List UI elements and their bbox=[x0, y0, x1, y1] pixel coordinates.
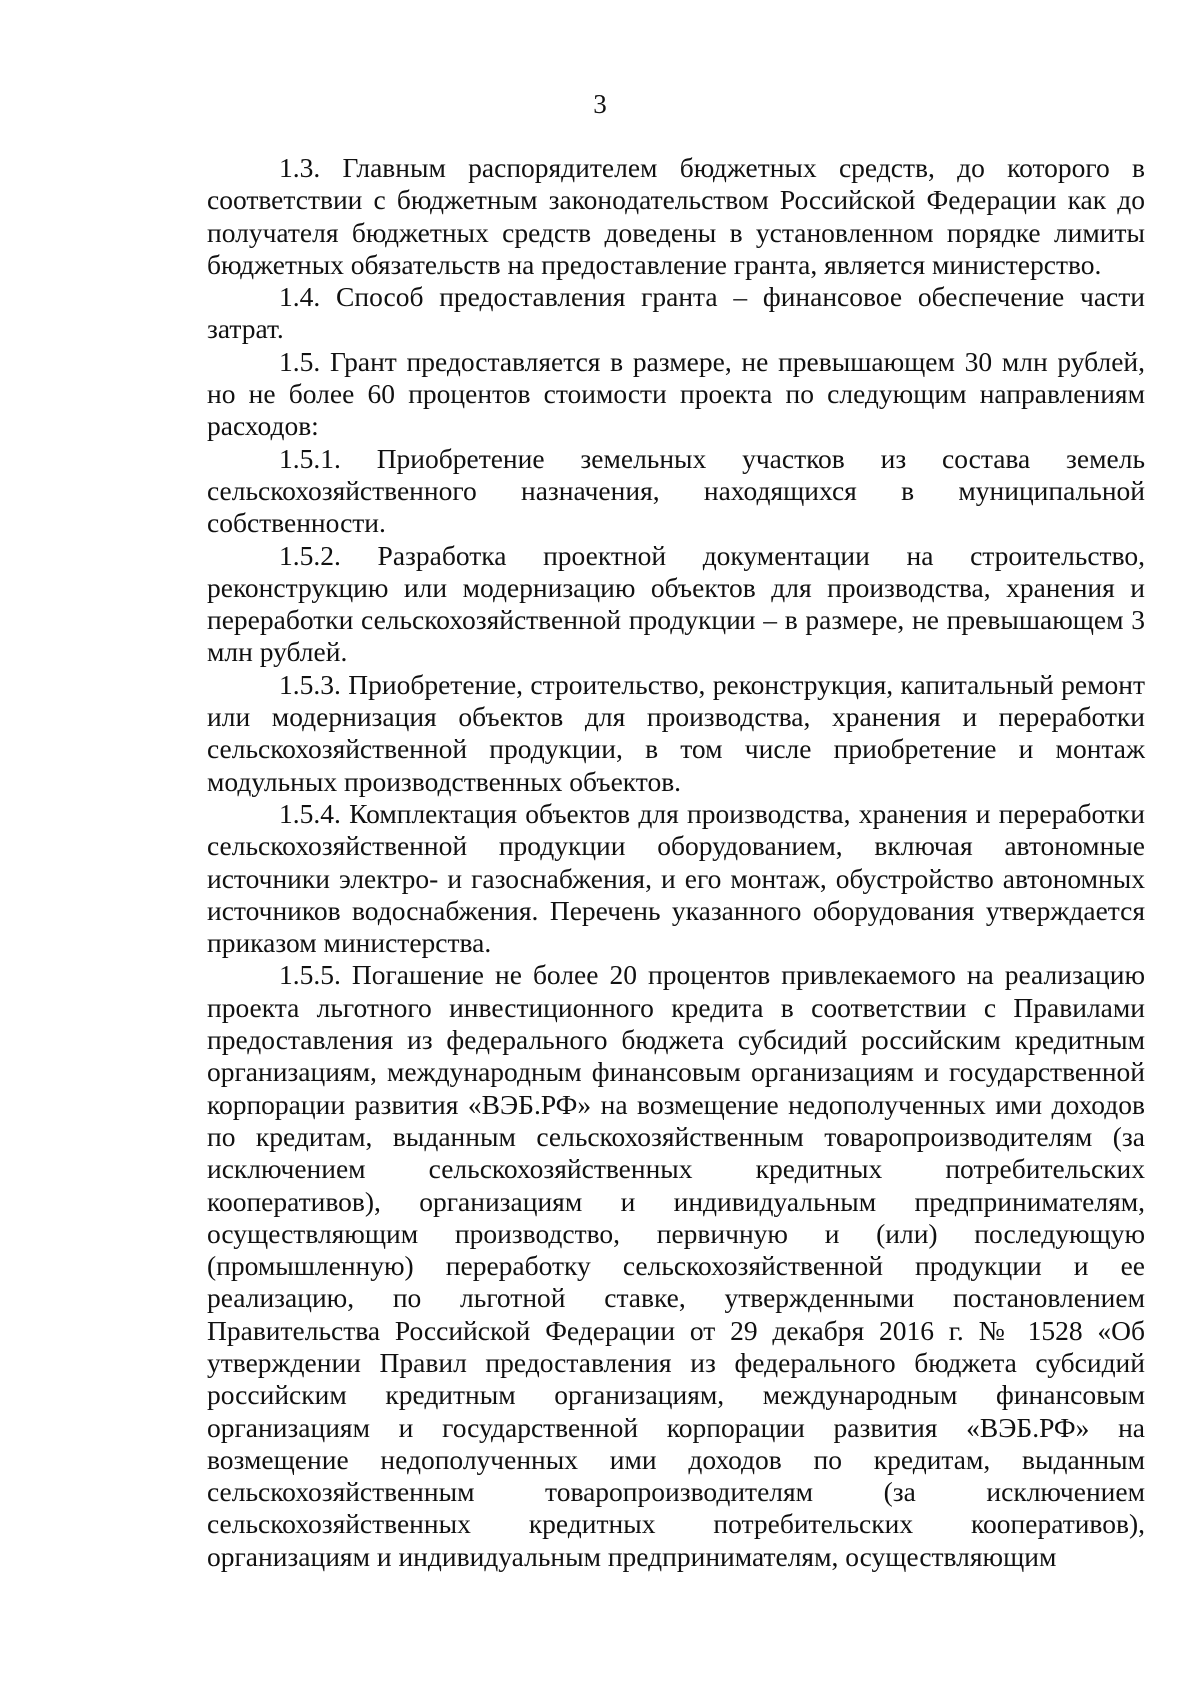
paragraph-1-5-3: 1.5.3. Приобретение, строительство, реконструкция, капитальный ремонт или модернизация объектов для производства, хранения и переработки сельскохозяйственной продукции, в том числе приобретение и монтаж модульных производственных объектов. bbox=[207, 668, 1145, 797]
page-number: 3 bbox=[593, 89, 607, 119]
paragraph-1-5: 1.5. Грант предоставляется в размере, не превышающем 30 млн рублей, но не более 60 процентов стоимости проекта по следующим направлениям расходов: bbox=[207, 345, 1145, 442]
paragraph-1-5-5: 1.5.5. Погашение не более 20 процентов привлекаемого на реализацию проекта льготного инвестиционного кредита в соответствии с Правилами предоставления из федерального бюджета субсидий российским кредитным организациям, международным финансовым организациям и государственной корпорации развития «ВЭБ.РФ» на возмещение недополученных ими доходов по кредитам, выданным сельскохозяйственным товаропроизводителям (за исключением сельскохозяйственных кредитных потребительских кооперативов), организациям и индивидуальным предпринимателям, осуществляющим производство, первичную и (или) последующую (промышленную) переработку сельскохозяйственной продукции и ее реализацию, по льготной ставке, утвержденными постановлением Правительства Российской Федерации от 29 декабря 2016 г. № 1528 «Об утверждении Правил предоставления из федерального бюджета субсидий российским кредитным организациям, международным финансовым организациям и государственной корпорации развития «ВЭБ.РФ» на возмещение недополученных ими доходов по кредитам, выданным сельскохозяйственным товаропроизводителям (за исключением сельскохозяйственных кредитных потребительских кооперативов), организациям и индивидуальным предпринимателям, осуществляющим bbox=[207, 959, 1145, 1572]
document-body bbox=[207, 152, 1145, 1573]
paragraph-1-3: 1.3. Главным распорядителем бюджетных средств, до которого в соответствии с бюджетным законодательством Российской Федерации как до получателя бюджетных средств доведены в установленном порядке лимиты бюджетных обязательств на предоставление гранта, является министерство. bbox=[207, 152, 1145, 280]
paragraph-1-5-1: 1.5.1. Приобретение земельных участков из состава земель сельскохозяйственного назначения, находящихся в муниципальной собственности. bbox=[207, 442, 1145, 539]
paragraph-1-4: 1.4. Способ предоставления гранта – финансовое обеспечение части затрат. bbox=[207, 281, 1145, 345]
paragraph-1-5-2: 1.5.2. Разработка проектной документации на строительство, реконструкцию или модернизацию объектов для производства, хранения и переработки сельскохозяйственной продукции – в размере, не превышающем 3 млн рублей. bbox=[207, 539, 1145, 668]
paragraph-1-5-4: 1.5.4. Комплектация объектов для производства, хранения и переработки сельскохозяйственной продукции оборудованием, включая автономные источники электро- и газоснабжения, и его монтаж, обустройство автономных источников водоснабжения. Перечень указанного оборудования утверждается приказом министерства. bbox=[207, 797, 1145, 959]
